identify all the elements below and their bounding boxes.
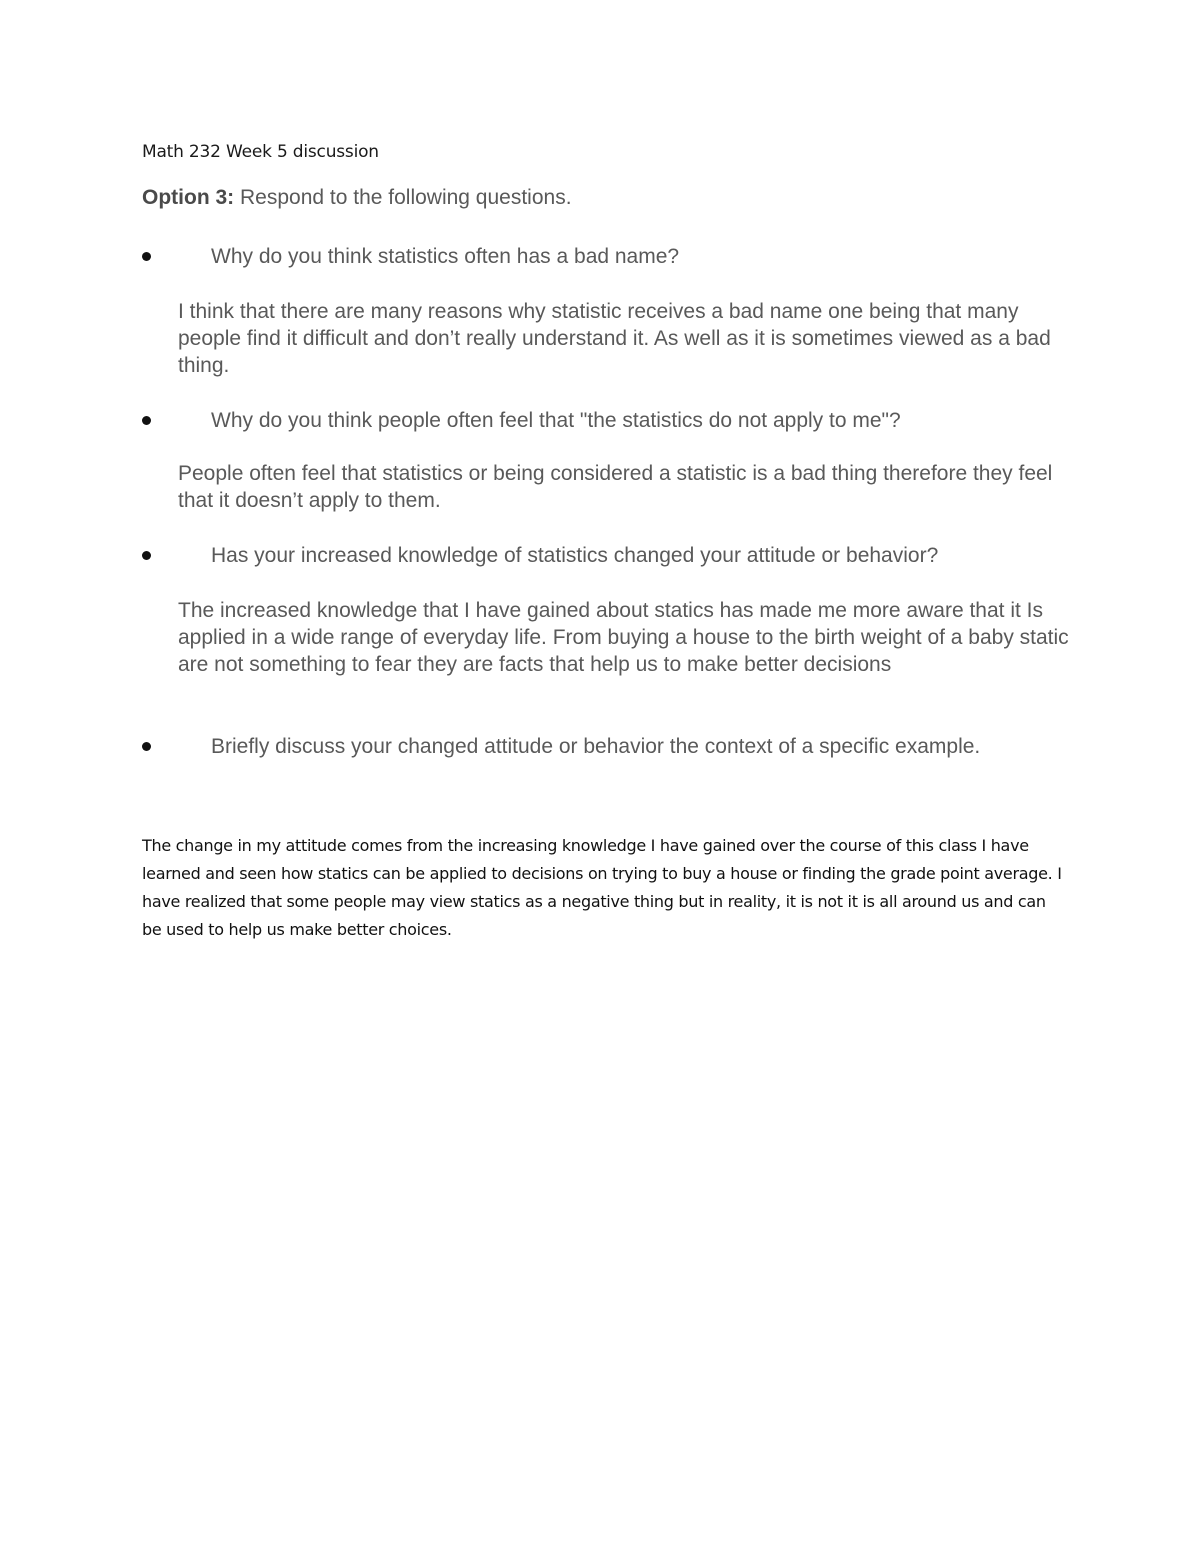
question-item bbox=[142, 407, 1072, 434]
prompt-label: Option 3: bbox=[142, 186, 235, 209]
question-item bbox=[142, 243, 1072, 270]
question-text: Briefly discuss your changed attitude or behavior the context of a specific example. bbox=[211, 735, 981, 758]
question-text: Has your increased knowledge of statistics changed your attitude or behavior? bbox=[211, 544, 939, 567]
document-title: Math 232 Week 5 discussion bbox=[142, 142, 379, 162]
prompt-text: Respond to the following questions. bbox=[234, 186, 572, 209]
bullet-icon bbox=[142, 551, 151, 560]
answer-text: I think that there are many reasons why statistic receives a bad name one being that many people find it difficult and don’t really understand it. As well as it is sometimes viewed as a bad thing. bbox=[178, 300, 1051, 377]
conclusion-paragraph: The change in my attitude comes from the increasing knowledge I have gained over the course of this class I have learned and seen how statics can be applied to decisions on trying to buy a house or finding the grade point average. I have realized that some people may view statics as a negative thing but in reality, it is not it is all around us and can be used to help us make better choices. bbox=[142, 836, 1062, 939]
bullet-icon bbox=[142, 742, 151, 751]
question-item bbox=[142, 733, 1042, 760]
question-item bbox=[142, 542, 1072, 569]
answer-text: People often feel that statistics or being considered a statistic is a bad thing therefore they feel that it doesn’t apply to them. bbox=[178, 462, 1053, 512]
question-text: Why do you think people often feel that "the statistics do not apply to me"? bbox=[211, 409, 901, 432]
bullet-icon bbox=[142, 252, 151, 261]
bullet-icon bbox=[142, 416, 151, 425]
prompt-line bbox=[142, 186, 572, 210]
answer-text: The increased knowledge that I have gained about statics has made me more aware that it Is applied in a wide range of everyday life. From buying a house to the birth weight of a baby static are not something to fear they are facts that help us to make better decisions bbox=[178, 599, 1069, 676]
question-text: Why do you think statistics often has a bad name? bbox=[211, 245, 680, 268]
